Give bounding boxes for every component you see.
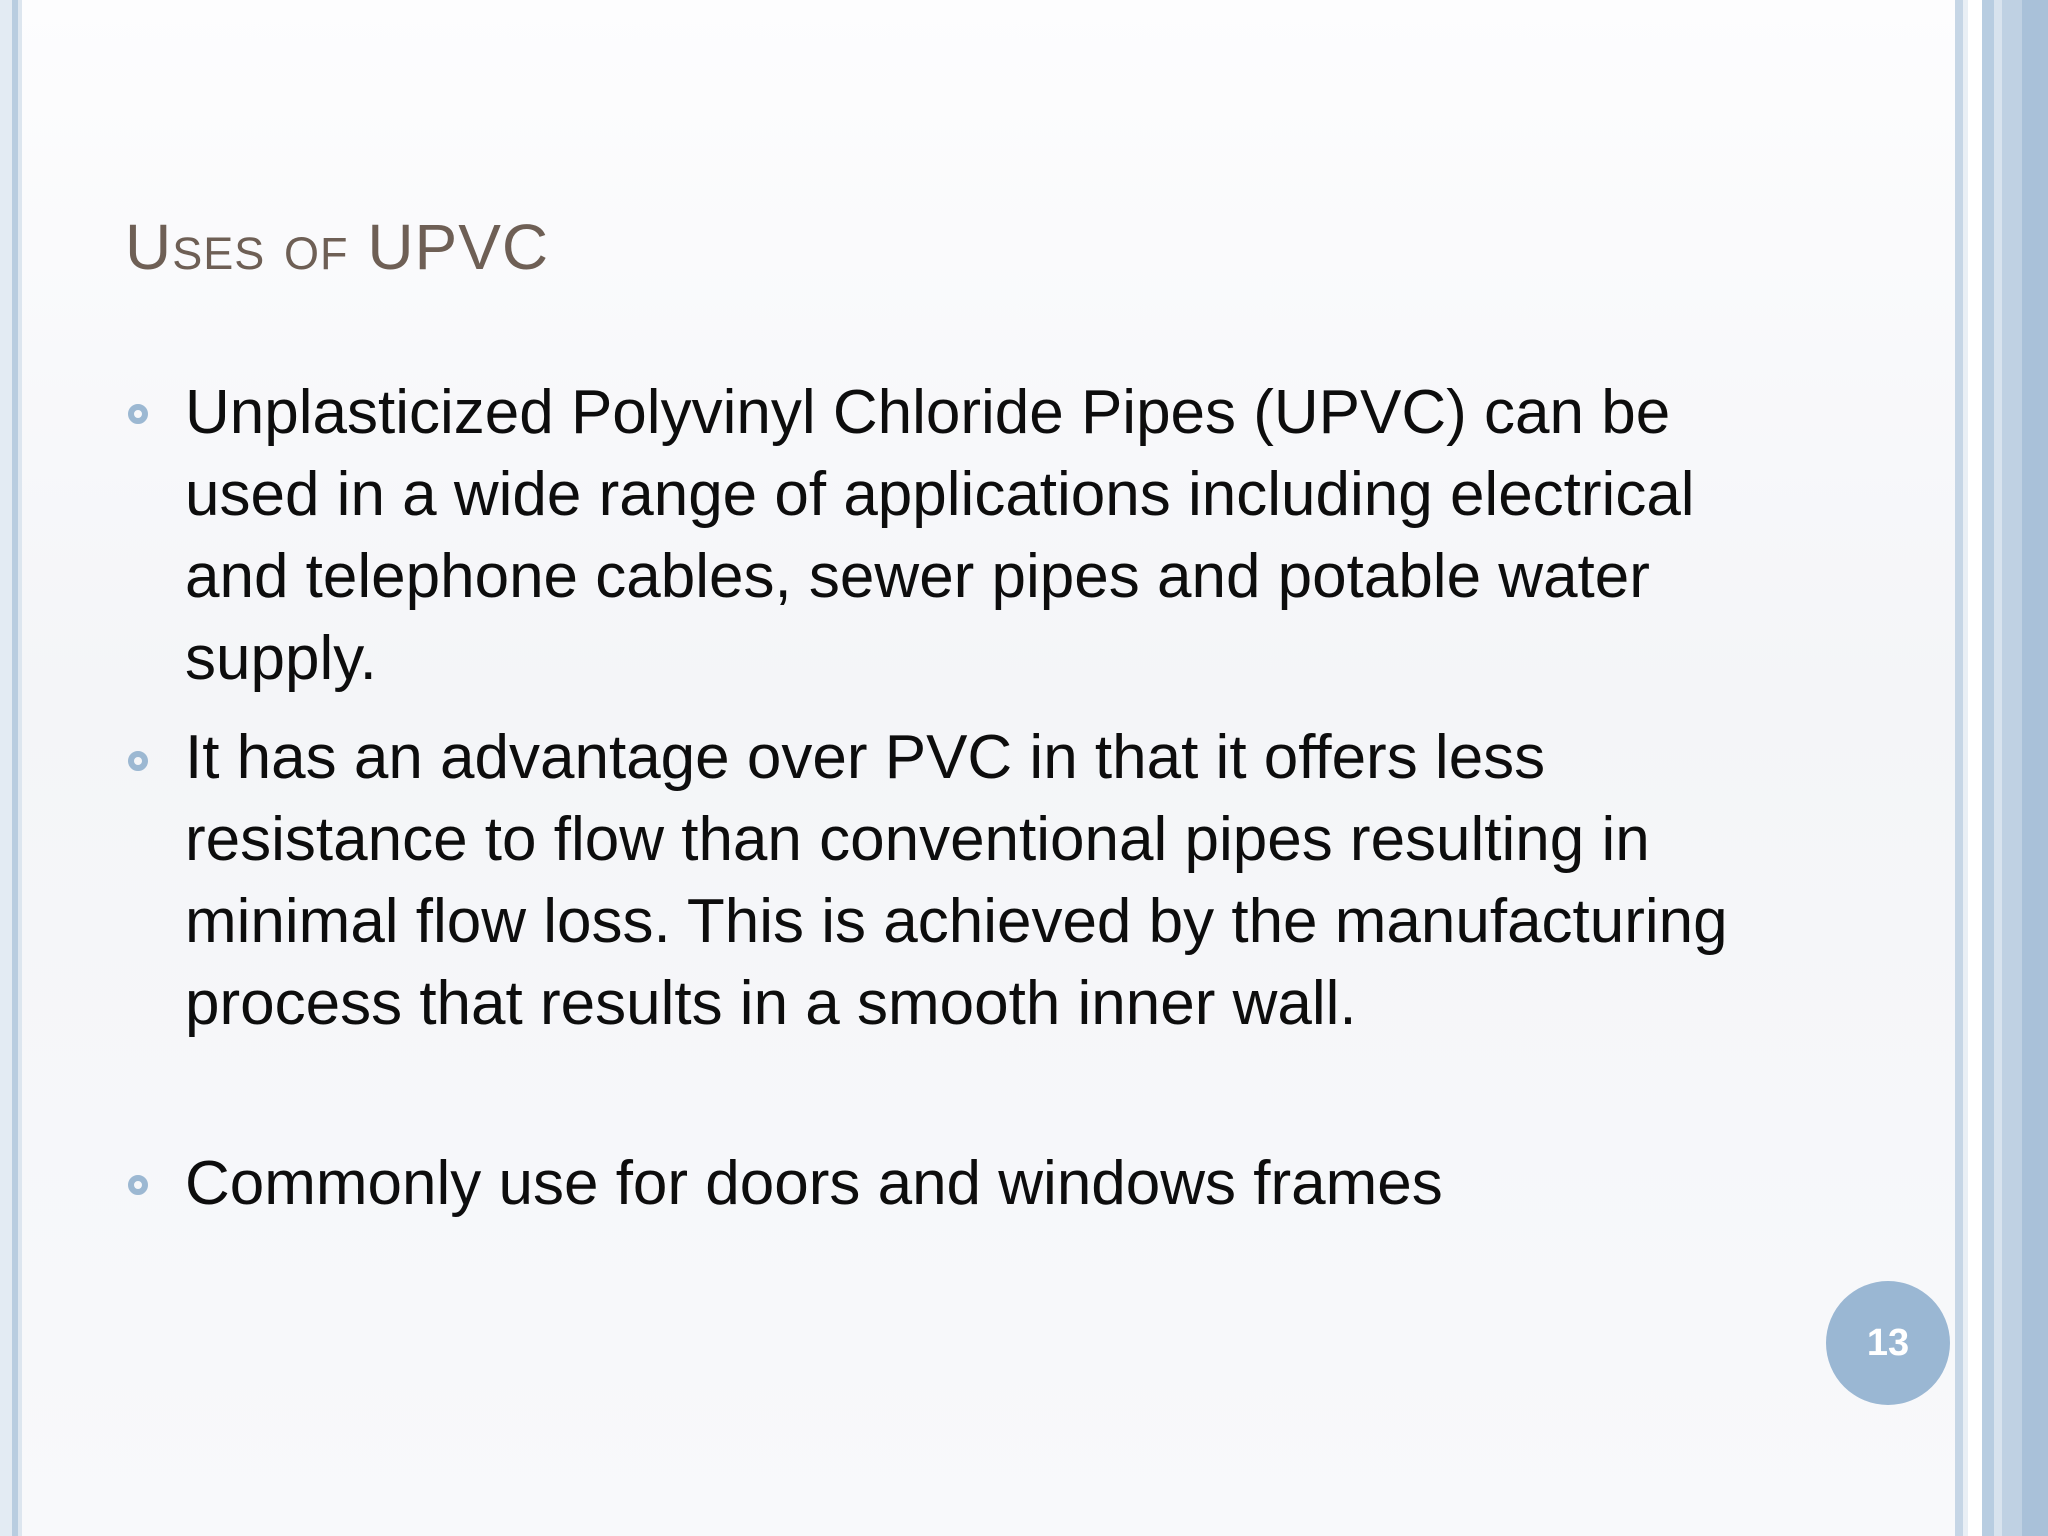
bullet-circle-icon [128, 751, 148, 771]
slide-title: Uses of UPVC [125, 211, 550, 283]
bullet-text: Commonly use for doors and windows frames [185, 1149, 1443, 1218]
bullet-circle-icon [128, 404, 148, 424]
bullet-text: It has an advantage over PVC in that it offers less resistance to flow than conventional pipes resulting in minimal flow loss. This is achieved by the manufacturing process that results in a smooth inner wall. [185, 723, 1728, 1038]
bullet-text: Unplasticized Polyvinyl Chloride Pipes (UPVC) can be used in a wide range of applications including electrical and telephone cables, sewer pipes and potable water supply. [185, 378, 1695, 693]
page-number-badge: 13 [1826, 1281, 1950, 1405]
bullet-circle-icon [128, 1175, 148, 1195]
